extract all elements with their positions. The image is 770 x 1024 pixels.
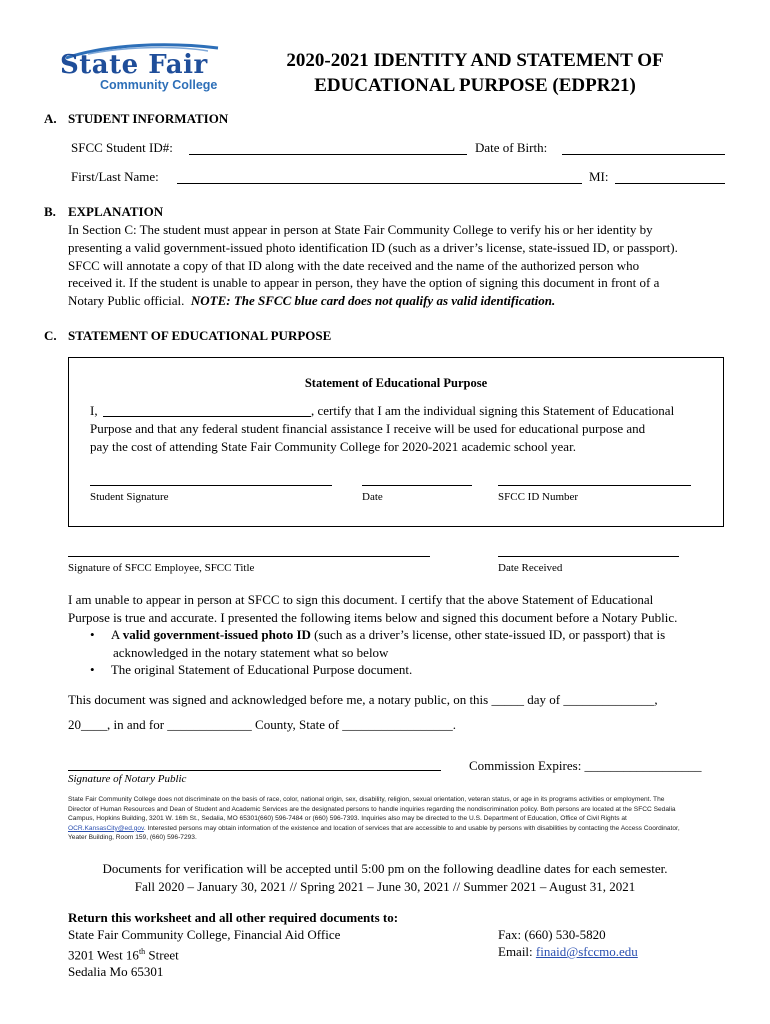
name-field[interactable]: [177, 183, 582, 184]
explanation-note: NOTE: The SFCC blue card does not qualify as valid identification.: [190, 293, 556, 309]
deadlines-line1: Documents for verification will be accepted until 5:00 pm on the following deadline dates for each semester.: [102, 861, 668, 876]
student-signature-field[interactable]: [90, 485, 332, 486]
notary-signed-line1: This document was signed and acknowledged before me, a notary public, on this _____ day of ______________,: [68, 692, 658, 707]
explanation-line: [68, 292, 748, 310]
student-id-label: SFCC Student ID#:: [71, 140, 173, 155]
contact-info: [498, 926, 638, 960]
list-item: • The original Statement of Educational Purpose document.: [90, 662, 413, 677]
statement-box-title: Statement of Educational Purpose: [304, 376, 488, 390]
employee-signature-label: Signature of SFCC Employee, SFCC Title: [68, 562, 255, 574]
student-date-field[interactable]: [362, 485, 472, 486]
sfcc-id-field[interactable]: [498, 485, 691, 486]
name-label: First/Last Name:: [71, 169, 159, 184]
notary-signature-label: Signature of Notary Public: [68, 773, 187, 785]
college-logo: [58, 42, 228, 94]
section-b-letter: B.: [44, 204, 56, 219]
statement-line3: pay the cost of attending State Fair Community College for 2020-2021 academic school year.: [90, 439, 576, 454]
date-received-label: Date Received: [498, 562, 563, 574]
email-row: Email: finaid@sfccmo.edu: [498, 944, 638, 959]
sfcc-id-label: SFCC ID Number: [498, 491, 579, 503]
mi-label: MI:: [589, 169, 609, 184]
return-office: State Fair Community College, Financial Aid Office: [68, 927, 341, 942]
dob-field[interactable]: [562, 154, 725, 155]
statement-line2: Purpose and that any federal student financial assistance I receive will be used for educational purpose and: [90, 421, 646, 436]
nondiscrimination-disclaimer: State Fair Community College does not discriminate on the basis of race, color, national origin, sex, disability, religion, sexual orientation, veteran status, or age in its programs activities or employment. The Director of Human Resources and Dean of Student and Academic Services are the designated persons to handle inquiries regarding the nondiscrimination policy. Both persons are located at the SFCC Sedalia Campus, Hopkins Building, 3201 W. 16th St., Sedalia, MO 65301(660) 596-7484 or (660) 596-7393. Inquiries also may be directed to the U.S. Department of Education, Office of Civil Rights at OCR.KansasCity@ed.gov. Interested persons may obtain information of the existence and location of services that are accessible to and usable by persons with disabilities by contacting the Access Coordinator, Yeater Building, Room 159, (660) 596-7293.: [68, 796, 680, 842]
return-address: [68, 909, 398, 980]
explanation-line: received it. If the student is unable to appear in person, they have the option of signing this document in front of a: [68, 275, 660, 291]
deadlines: [0, 860, 770, 895]
notary-intro-line: I am unable to appear in person at SFCC to sign this document. I certify that the above Statement of Educational: [68, 592, 654, 607]
bullet-list: [90, 626, 665, 679]
bullet1-bold: valid government-issued photo ID: [122, 627, 311, 642]
explanation-line: presenting a valid government-issued photo identification ID (such as a driver’s license, state-issued ID, or passport).: [68, 239, 678, 255]
section-b-heading: EXPLANATION: [68, 204, 164, 219]
ocr-email-link[interactable]: OCR.KansasCity@ed.gov: [68, 824, 144, 832]
dob-label: Date of Birth:: [475, 140, 548, 155]
notary-intro: [68, 591, 677, 626]
deadlines-line2: Fall 2020 – January 30, 2021 // Spring 2021 – June 30, 2021 // Summer 2021 – August 31, 2021: [134, 878, 636, 894]
bullet-icon: •: [90, 662, 95, 677]
commission-expires: Commission Expires: __________________: [469, 758, 702, 773]
return-street: 3201 West 16th Street: [68, 947, 179, 963]
notary-signature-field[interactable]: [68, 770, 441, 771]
statement-name-field[interactable]: [103, 416, 311, 417]
date-received-field[interactable]: [498, 556, 679, 557]
statement-line1-prefix: I,: [90, 403, 98, 418]
email-link[interactable]: finaid@sfccmo.edu: [535, 944, 638, 959]
notary-signed-line2: 20____, in and for _____________ County, State of _________________.: [68, 717, 457, 732]
list-item: • A valid government-issued photo ID (such as a driver’s license, other state-issued ID, or passport) that is: [90, 627, 666, 642]
section-c-heading: STATEMENT OF EDUCATIONAL PURPOSE: [68, 328, 332, 343]
page-title-line2: EDUCATIONAL PURPOSE (EDPR21): [314, 75, 636, 96]
fax: Fax: (660) 530-5820: [498, 927, 606, 942]
notary-intro-line: Purpose is true and accurate. I presented the following items below and signed this document before a Notary Public.: [68, 609, 678, 625]
logo-text-main: State Fair: [60, 50, 208, 80]
section-a-heading: STUDENT INFORMATION: [68, 111, 229, 126]
employee-signature-field[interactable]: [68, 556, 430, 557]
student-date-label: Date: [362, 491, 383, 503]
list-item-continued: acknowledged in the notary statement what so below: [113, 644, 389, 660]
student-id-field[interactable]: [189, 154, 467, 155]
page-title: [240, 48, 710, 98]
bullet-icon: •: [90, 627, 95, 642]
mi-field[interactable]: [615, 183, 725, 184]
section-a-letter: A.: [44, 111, 57, 126]
student-signature-label: Student Signature: [90, 491, 169, 503]
return-heading: Return this worksheet and all other required documents to:: [68, 910, 399, 925]
explanation-line: In Section C: The student must appear in person at State Fair Community College to verify his or her identity by: [68, 222, 653, 237]
explanation-text: [68, 221, 748, 310]
logo-text-sub: Community College: [100, 78, 218, 92]
section-c-letter: C.: [44, 328, 57, 343]
explanation-last-line: Notary Public official.: [68, 293, 185, 309]
return-city: Sedalia Mo 65301: [68, 964, 164, 980]
statement-line1-suffix: , certify that I am the individual signing this Statement of Educational: [311, 403, 675, 418]
explanation-line: SFCC will annotate a copy of that ID along with the date received and the name of the authorized person who: [68, 257, 640, 273]
page-title-line1: 2020-2021 IDENTITY AND STATEMENT OF: [286, 50, 664, 71]
